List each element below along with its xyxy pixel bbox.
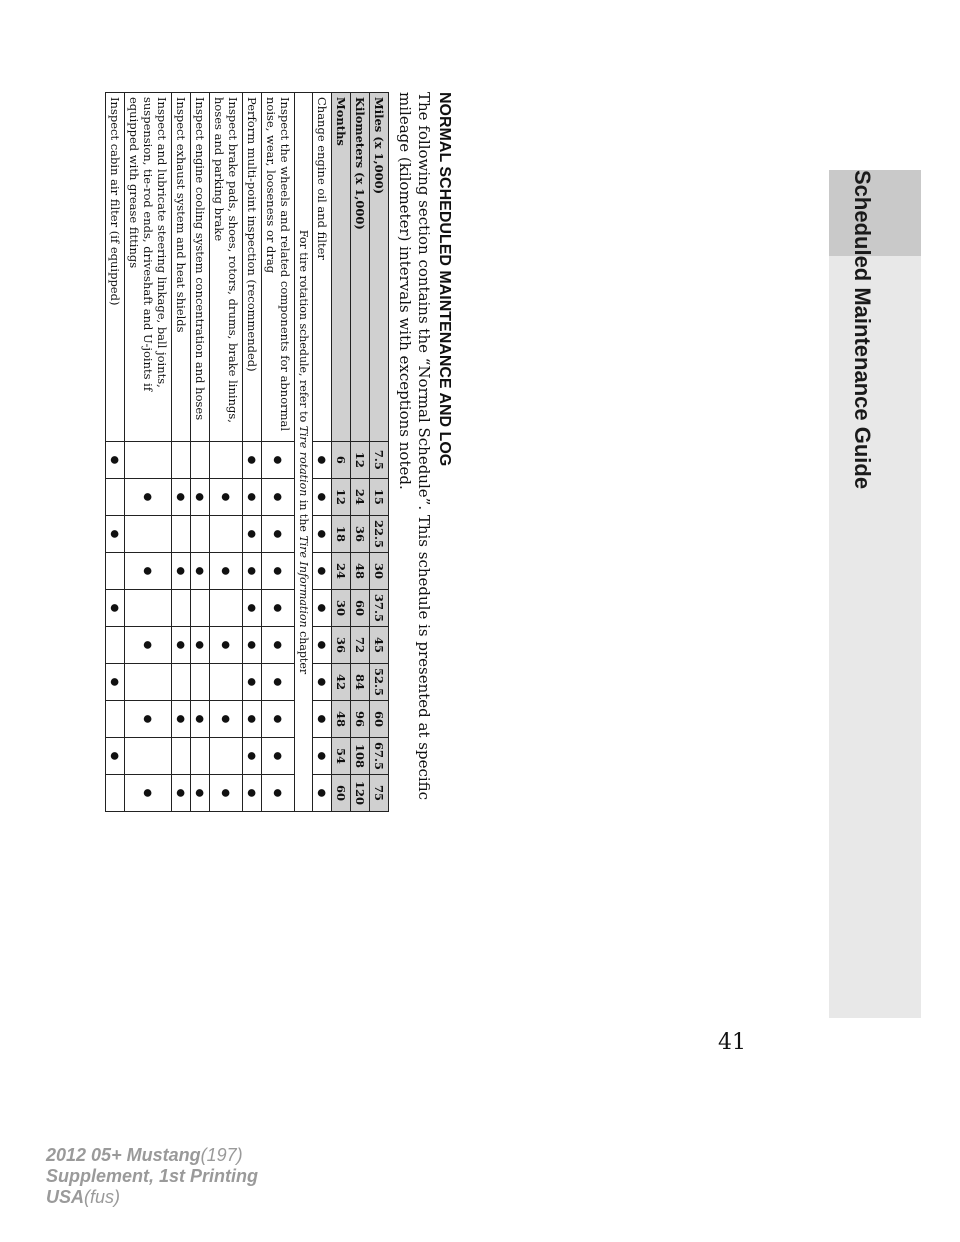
empty-cell [191,515,210,552]
service-mark: ● [191,552,210,589]
tire-rotation-note [295,93,313,812]
header-value: 52.5 [370,663,389,700]
header-value: 67.5 [370,737,389,774]
header-value: 7.5 [370,441,389,478]
header-value: 108 [351,737,370,774]
empty-cell [125,737,172,774]
empty-cell [172,663,191,700]
task-label: Inspect the wheels and related components for abnormal noise, wear, looseness or drag [262,93,295,442]
service-mark: ● [210,478,243,515]
service-mark: ● [243,663,262,700]
service-mark: ● [262,552,295,589]
service-mark: ● [313,737,332,774]
page-number: 41 [718,1030,746,1055]
note-text: Tire Information [297,535,310,628]
maintenance-table [105,92,389,812]
service-mark: ● [106,441,125,478]
empty-cell [191,589,210,626]
header-value: 24 [332,552,351,589]
empty-cell [210,515,243,552]
service-mark: ● [262,589,295,626]
empty-cell [210,441,243,478]
empty-cell [172,737,191,774]
header-value: 12 [351,441,370,478]
note-text: chapter [297,627,310,675]
service-mark: ● [243,478,262,515]
task-label: Inspect exhaust system and heat shields [172,93,191,442]
service-mark: ● [313,441,332,478]
table-row [313,93,332,812]
service-mark: ● [313,478,332,515]
service-mark: ● [106,737,125,774]
header-value: 60 [332,775,351,812]
table-row [106,93,125,812]
print-footer [46,1145,258,1208]
header-value: 42 [332,663,351,700]
header-value: 37.5 [370,589,389,626]
header-value: 36 [332,626,351,663]
table-row [243,93,262,812]
service-mark: ● [106,515,125,552]
table-header-row [370,93,389,812]
header-value: 12 [332,478,351,515]
empty-cell [106,552,125,589]
footer-market: USA [46,1187,85,1207]
header-value: 6 [332,441,351,478]
empty-cell [106,700,125,737]
service-mark: ● [191,775,210,812]
task-label: Inspect and lubricate steering linkage, ball joints, suspension, tie-rod ends, driveshaft and U-joints if equipped with grease fittings [125,93,172,442]
empty-cell [210,663,243,700]
table-row [172,93,191,812]
service-mark: ● [313,626,332,663]
service-mark: ● [191,700,210,737]
table-row [262,93,295,812]
empty-cell [125,589,172,626]
service-mark: ● [243,515,262,552]
header-value: 120 [351,775,370,812]
section-strip [829,256,921,1018]
service-mark: ● [172,700,191,737]
header-value: 84 [351,663,370,700]
service-mark: ● [313,775,332,812]
service-mark: ● [125,700,172,737]
service-mark: ● [172,626,191,663]
header-value: 48 [351,552,370,589]
header-value: 60 [351,589,370,626]
footer-market-code: (fus) [84,1187,121,1207]
footer-page-code: (197) [200,1145,243,1165]
service-mark: ● [125,552,172,589]
service-mark: ● [210,775,243,812]
empty-cell [210,737,243,774]
header-value: 22.5 [370,515,389,552]
service-mark: ● [313,700,332,737]
header-label: Miles (x 1,000) [370,93,389,442]
service-mark: ● [262,737,295,774]
intro-paragraph: The following section contains the “Normal Schedule”. This schedule is presented at specific mileage (kilometer) intervals with exceptions noted. [396,92,433,801]
service-mark: ● [262,663,295,700]
service-mark: ● [243,441,262,478]
empty-cell [125,663,172,700]
header-value: 96 [351,700,370,737]
service-mark: ● [210,552,243,589]
maintenance-content [108,92,453,1092]
empty-cell [172,441,191,478]
empty-cell [172,515,191,552]
empty-cell [106,775,125,812]
service-mark: ● [125,478,172,515]
header-value: 18 [332,515,351,552]
table-row [191,93,210,812]
task-label: Inspect cabin air filter (if equipped) [106,93,125,442]
note-text: For tire rotation schedule, refer to [297,229,310,426]
service-mark: ● [172,775,191,812]
header-value: 15 [370,478,389,515]
empty-cell [191,663,210,700]
service-mark: ● [172,552,191,589]
service-mark: ● [243,700,262,737]
header-value: 54 [332,737,351,774]
service-mark: ● [262,478,295,515]
header-value: 60 [370,700,389,737]
table-row [210,93,243,812]
service-mark: ● [243,552,262,589]
empty-cell [106,626,125,663]
header-label: Kilometers (x 1,000) [351,93,370,442]
service-mark: ● [313,552,332,589]
task-label: Perform multi-point inspection (recommended) [243,93,262,442]
service-mark: ● [313,515,332,552]
table-row [125,93,172,812]
service-mark: ● [243,626,262,663]
table-header-row [332,93,351,812]
note-text: Tire rotation [297,425,310,497]
service-mark: ● [106,663,125,700]
empty-cell [125,515,172,552]
service-mark: ● [313,589,332,626]
service-mark: ● [262,626,295,663]
service-mark: ● [210,700,243,737]
service-mark: ● [262,700,295,737]
empty-cell [210,589,243,626]
service-mark: ● [172,478,191,515]
task-label: Inspect engine cooling system concentration and hoses [191,93,210,442]
page-heading: NORMAL SCHEDULED MAINTENANCE AND LOG [436,92,453,467]
empty-cell [106,478,125,515]
service-mark: ● [262,441,295,478]
empty-cell [191,441,210,478]
footer-model: 2012 05+ Mustang [46,1145,201,1165]
service-mark: ● [262,515,295,552]
service-mark: ● [191,478,210,515]
service-mark: ● [243,775,262,812]
task-label: Inspect brake pads, shoes, rotors, drums, brake linings, hoses and parking brake [210,93,243,442]
empty-cell [172,589,191,626]
header-value: 36 [351,515,370,552]
footer-printing: Supplement, 1st Printing [46,1166,259,1186]
empty-cell [191,737,210,774]
header-value: 30 [332,589,351,626]
service-mark: ● [313,663,332,700]
service-mark: ● [191,626,210,663]
header-label: Months [332,93,351,442]
table-row [295,93,313,812]
table-header-row [351,93,370,812]
service-mark: ● [125,626,172,663]
service-mark: ● [243,737,262,774]
task-label: Change engine oil and filter [313,93,332,442]
note-text: in the [297,496,310,536]
section-title: Scheduled Maintenance Guide [850,170,875,490]
header-value: 45 [370,626,389,663]
service-mark: ● [243,589,262,626]
empty-cell [125,441,172,478]
header-value: 24 [351,478,370,515]
header-value: 75 [370,775,389,812]
header-value: 72 [351,626,370,663]
service-mark: ● [106,589,125,626]
service-mark: ● [125,775,172,812]
section-tab [829,170,921,256]
header-value: 30 [370,552,389,589]
service-mark: ● [210,626,243,663]
header-value: 48 [332,700,351,737]
service-mark: ● [262,775,295,812]
